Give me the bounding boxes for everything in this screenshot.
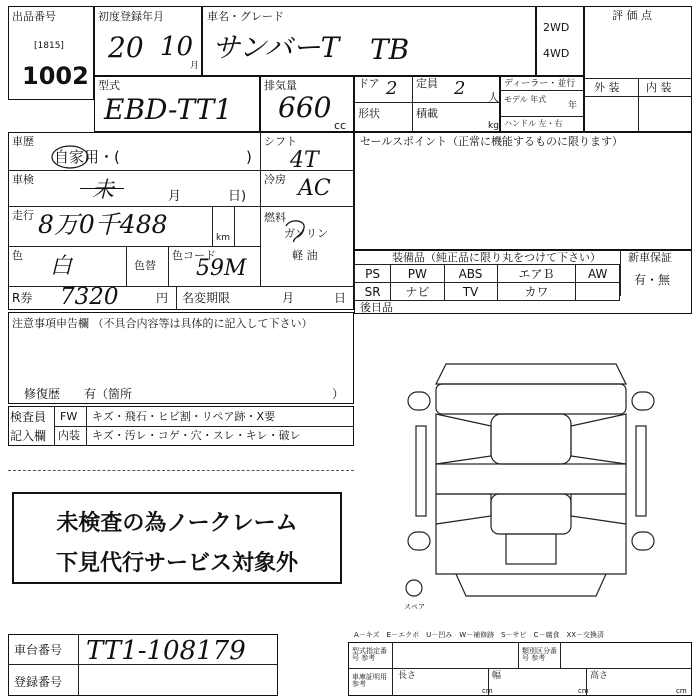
recycle-value: 7320 [60,284,119,310]
length-label: 長さ [398,671,417,681]
cert-label: 車庫証明用 参考 [352,673,387,688]
interior-label: 内 装 [646,81,672,94]
inspector-label-2: 記入欄 [10,429,47,443]
drive-box [536,6,584,76]
notes-title: 注意事項申告欄 （不具合内容等は具体的に記入して下さい） [12,317,313,330]
model-year-unit: 年 [568,101,578,111]
model-value: EBD-TT1 [104,93,233,126]
notice-line-1: 未検査の為ノークレーム [56,511,298,536]
capacity-value: 2 [454,78,466,99]
usage-label: 車歴 [12,135,34,148]
name-change-day: 日 [334,291,347,305]
no-claim-notice [12,492,342,584]
dealer-label: ディーラー・並行 [504,79,576,89]
shape-label: 形状 [358,107,380,120]
fuel-gas: ガソリン [284,227,328,240]
shift-value: 4T [290,148,319,173]
displacement-value: 660 [278,91,332,124]
color-code-label: 色コード [172,249,216,262]
equip-leather: カワ [497,283,576,301]
recycle-label: R券 [12,291,33,305]
equipment-title: 装備品（純正品に限り丸をつけて下さい） [392,251,601,264]
repair-close: ） [332,387,345,401]
height-cm: cm [676,687,687,695]
inspection-day: 日) [228,189,247,204]
car-name-label: 車名・グレード [207,10,284,23]
handle-label: ハンドル 左・右 [504,119,563,128]
fuel-label: 燃料 [264,211,286,224]
ac-label: 冷房 [264,173,286,186]
width-label: 幅 [492,671,502,681]
mileage-unit: km [216,233,230,243]
drive-2wd: 2WD [543,21,570,34]
reg-year-label: 初度登録年月 [98,10,164,23]
fuel-circle-mark [280,218,310,244]
mileage-value: 8万0千488 [38,210,168,239]
shift-label: シフト [264,135,297,148]
repair-label: 修復歴 有（箇所 [24,387,133,401]
capacity-unit: 人 [488,91,499,104]
inspector-interior-items: キズ・汚レ・コゲ・穴・スレ・キレ・破レ [92,429,301,442]
equip-navi: ナビ [391,283,444,301]
grade-value: TB [370,33,410,66]
displacement-unit: cc [334,119,347,132]
name-change-label: 名変期限 [182,291,231,305]
fw-label: FW [60,410,78,423]
damage-legend: A－キズ E－エクボ U－凹み W－補修跡 S－サビ C－腐食 XX－交換済 [354,631,605,639]
reg-year-value: 20 [108,31,144,64]
equip-empty [576,283,620,301]
usage-circle-mark [50,144,90,170]
color-change-label: 色替 [134,259,156,272]
lot-label: 出品番号 [12,10,56,23]
equip-ps: PS [355,265,391,283]
inspection-label: 車検 [12,173,34,186]
reference-box [348,642,692,696]
model-cert-label: 型式指定番号 参考 [352,647,387,662]
model-label: 型式 [98,79,120,92]
color-label: 色 [12,249,23,262]
category-label: 類別区分番号 参考 [522,647,557,662]
car-name-value: サンバーT [212,31,340,64]
ac-value: AC [298,176,331,201]
equip-abs: ABS [444,265,497,283]
fw-items: キズ・飛石・ヒビ割・リペア跡・X要 [92,410,276,423]
spare-label: スペア [404,603,425,611]
car-body-diagram [396,356,666,616]
lot-number: 1002 [22,62,89,90]
notice-line-2: 下見代行サービス対象外 [55,551,298,576]
equip-tv: TV [444,283,497,301]
usage-value: 自家用・( [54,148,120,166]
drive-4wd: 4WD [543,47,570,60]
name-change-month: 月 [282,291,295,305]
fuel-diesel: 軽 油 [292,249,318,262]
sales-point-box [354,132,692,250]
equipment-table [354,264,620,301]
height-label: 高さ [590,671,609,681]
exterior-label: 外 装 [594,81,620,94]
load-unit: kg [488,121,499,131]
later-date-label: 後日品 [360,301,393,314]
usage-close: ) [246,148,252,166]
equip-airbag: エアＢ [497,265,576,283]
chassis-label: 車台番号 [14,643,63,657]
new-car-warranty-value: 有・無 [634,273,671,287]
equip-sr: SR [355,283,391,301]
length-cm: cm [482,687,493,695]
recycle-unit: 円 [156,291,169,305]
equip-pw: PW [391,265,444,283]
capacity-label: 定員 [416,77,438,90]
color-value: 白 [50,254,73,279]
inspector-label-1: 検査員 [10,410,47,424]
inspector-interior-label: 内装 [58,429,80,442]
chassis-value: TT1-108179 [86,636,246,666]
inspection-month: 月 [168,189,182,204]
doors-value: 2 [386,78,398,99]
inspection-value: 未 [92,178,115,203]
displacement-label: 排気量 [264,79,297,92]
sales-point-label: セールスポイント（正常に機能するものに限ります） [360,135,624,148]
width-cm: cm [578,687,589,695]
doors-label: ドア [358,77,380,90]
lot-sub: [1815] [34,41,64,51]
color-code-value: 59M [196,256,247,281]
reg-month-unit: 月 [190,61,200,71]
mileage-label: 走行 [12,209,34,222]
equip-aw: AW [576,265,620,283]
reg-number-label: 登録番号 [14,675,63,689]
reg-month-value: 10 [160,32,194,62]
rating-label: 評 価 点 [612,9,652,22]
load-label: 積載 [416,107,438,120]
new-car-warranty-label: 新車保証 [628,251,672,264]
model-year-label: モデル 年式 [504,95,547,104]
